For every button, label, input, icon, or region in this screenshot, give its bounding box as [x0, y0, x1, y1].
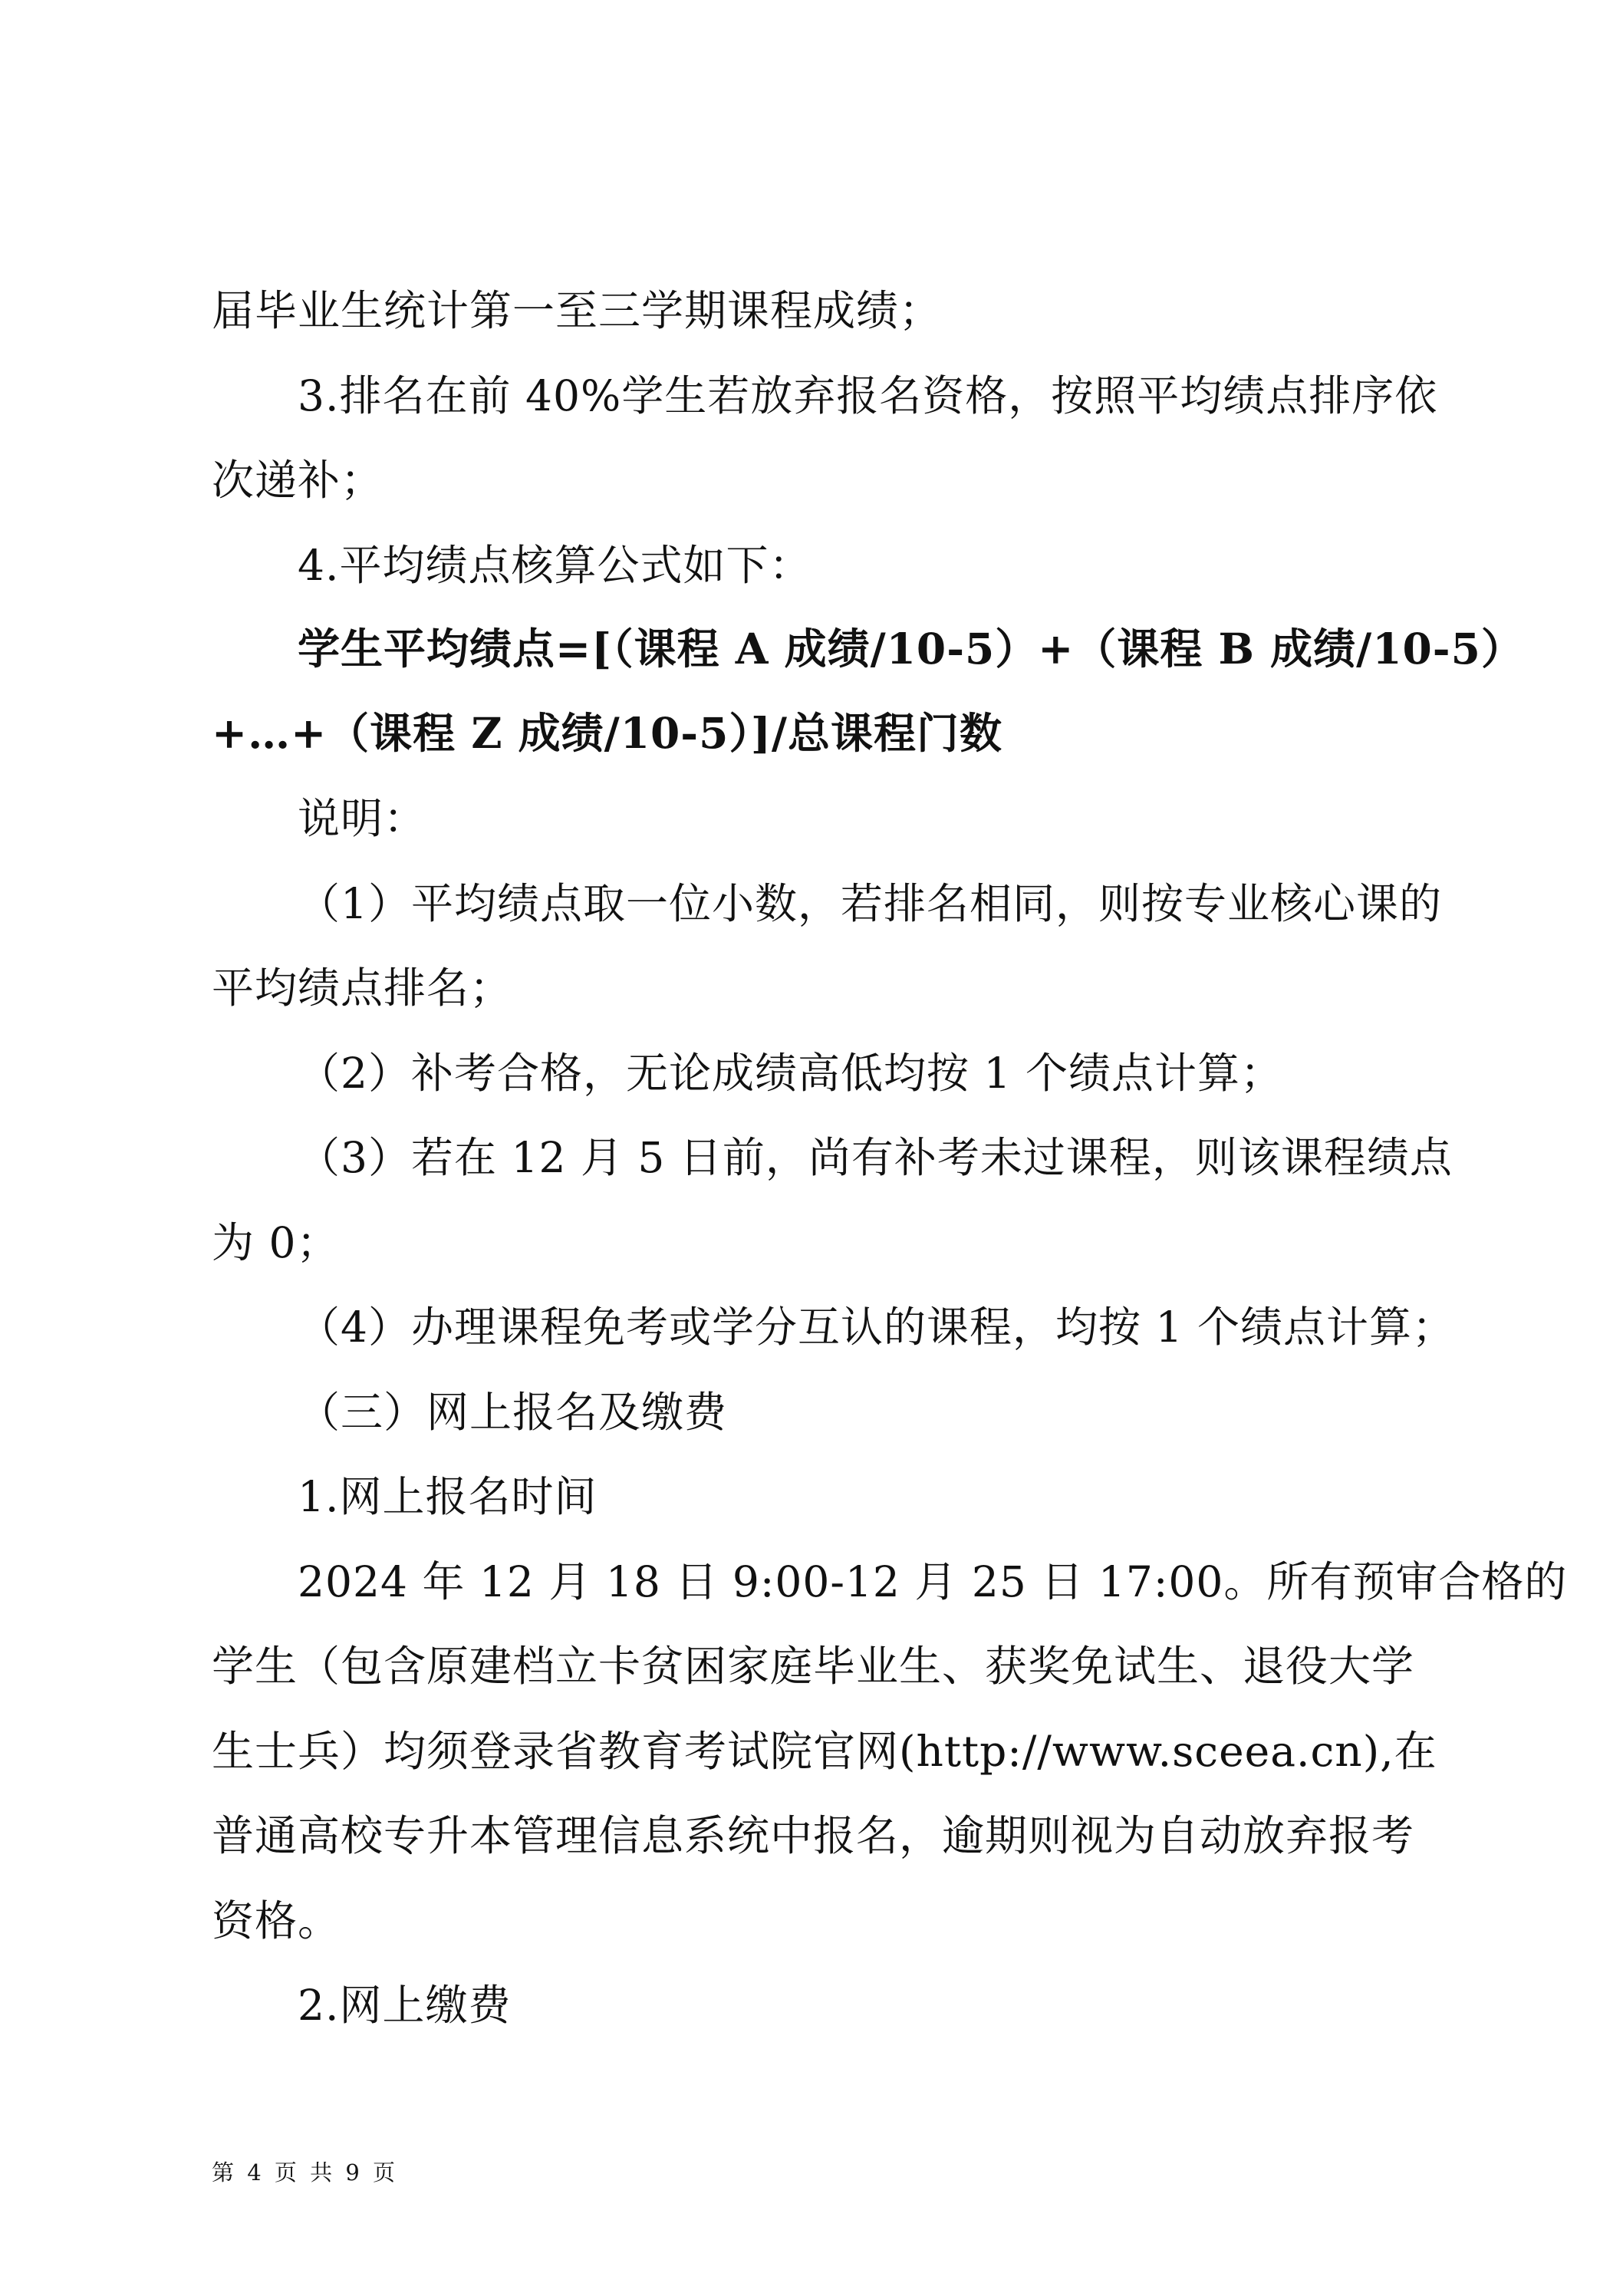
section-heading: （三）网上报名及缴费	[298, 1388, 728, 1437]
text-line-continuation: 届毕业生统计第一至三学期课程成绩；	[212, 286, 943, 335]
text-line-item-3-cont: 次递补；	[212, 456, 384, 505]
paragraph-line-5: 资格。	[212, 1896, 341, 1945]
paragraph-line-4: 普通高校专升本管理信息系统中报名，逾期则视为自动放弃报考	[212, 1811, 1415, 1860]
paragraph-line-2: 学生（包含原建档立卡贫困家庭毕业生、获奖免试生、退役大学	[212, 1642, 1415, 1691]
note-item-4: （4）办理课程免考或学分互认的课程，均按 1 个绩点计算；	[298, 1303, 1455, 1352]
subsection-heading-1: 1.网上报名时间	[298, 1472, 598, 1521]
note-item-2: （2）补考合格，无论成绩高低均按 1 个绩点计算；	[298, 1049, 1283, 1098]
paragraph-line-3: 生士兵）均须登录省教育考试院官网(http://www.sceea.cn),在	[212, 1727, 1437, 1776]
note-item-3-cont: 为 0；	[212, 1218, 340, 1267]
note-item-1: （1）平均绩点取一位小数，若排名相同，则按专业核心课的	[298, 879, 1442, 928]
formula-line-1: 学生平均绩点=[（课程 A 成绩/10-5）+（课程 B 成绩/10-5）	[298, 624, 1524, 674]
formula-line-2: +…+（课程 Z 成绩/10-5）]/总课程门数	[212, 708, 1002, 758]
note-item-1-cont: 平均绩点排名；	[212, 964, 513, 1013]
note-item-3: （3）若在 12 月 5 日前，尚有补考未过课程，则该课程绩点	[298, 1133, 1453, 1182]
note-heading: 说明：	[298, 794, 427, 843]
paragraph-line-1: 2024 年 12 月 18 日 9:00-12 月 25 日 17:00。所有预审合格的	[298, 1557, 1568, 1606]
text-line-item-3: 3.排名在前 40%学生若放弃报名资格，按照平均绩点排序依	[298, 371, 1438, 420]
subsection-heading-2: 2.网上缴费	[298, 1981, 512, 2030]
page-number-footer: 第 4 页 共 9 页	[212, 2159, 395, 2186]
text-line-item-4: 4.平均绩点核算公式如下：	[298, 541, 812, 590]
